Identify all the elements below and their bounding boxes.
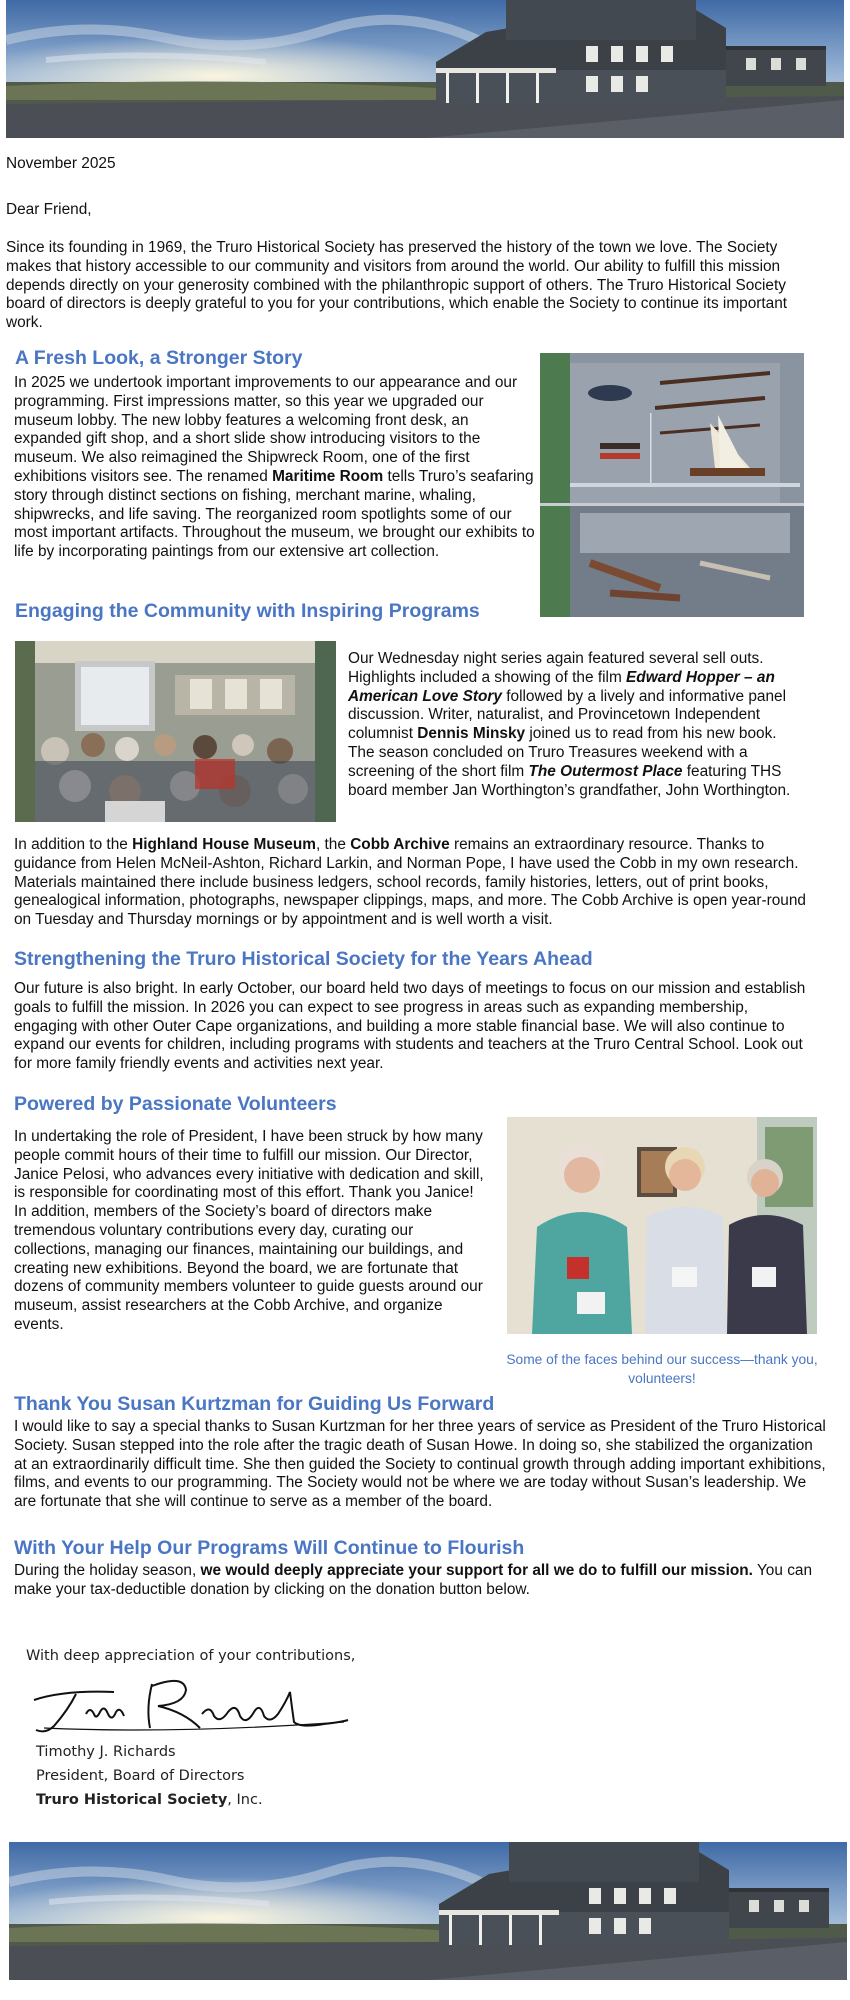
volunteers-photo-caption: Some of the faces behind our success—thank you, volunteers! xyxy=(506,1352,818,1386)
section-heading-help: With Your Help Our Programs Will Continue to Flourish xyxy=(14,1537,525,1559)
community-paragraph: Our Wednesday night series again featured several sell outs. Highlights included a showing of the film Edward Hopper – an American Love Story followed by a lively and informative panel discussion. Writer, naturalist, and Provincetown Independent columnist Dennis Minsky joined us to read from his new book. The season concluded on Truro Treasures weekend with a screening of the short film The Outermost Place featuring THS board member Jan Worthington’s grandfather, John Worthington. xyxy=(348,650,791,799)
letter-date: November 2025 xyxy=(6,155,116,172)
header-banner-photo xyxy=(6,0,844,138)
volunteers-photo xyxy=(507,1117,817,1334)
wednesday-night-audience-photo xyxy=(15,641,336,822)
signer-name: Timothy J. Richards xyxy=(36,1744,176,1760)
strengthening-paragraph: Our future is also bright. In early October, our board held two days of meetings to focus on our mission and establish goals to fulfill the mission. In 2026 you can expect to see progress in areas such as expanding membership, engaging with other Outer Cape organizations, and building a more stable financial base. We will also continue to expand our events for children, including programs with students and teachers at the Truro Central School. Look out for more family friendly events and activities next year. xyxy=(14,980,806,1073)
closing-line: With deep appreciation of your contributions, xyxy=(26,1648,356,1664)
maritime-room-exhibit-photo xyxy=(540,353,804,617)
help-paragraph: During the holiday season, we would deeply appreciate your support for all we do to fulfill our mission. You can make your tax-deductible donation by clicking on the donation button below. xyxy=(14,1562,813,1598)
section-heading-volunteers: Powered by Passionate Volunteers xyxy=(14,1093,337,1115)
fresh-look-paragraph: In 2025 we undertook important improvements to our appearance and our programming. First impressions matter, so this year we upgraded our museum lobby. The new lobby features a welcoming front desk, an expanded gift shop, and a short slide show introducing visitors to the museum. We also reimagined the Shipwreck Room, one of the first exhibitions visitors see. The renamed Maritime Room tells Truro’s seafaring story through distinct sections on fishing, merchant marine, whaling, shipwrecks, and life saving. The reorganized room spotlights some of our most important artifacts. Throughout the museum, we brought our exhibits to life by incorporating paintings from our extensive art collection. xyxy=(14,374,535,561)
thank-you-paragraph: I would like to say a special thanks to Susan Kurtzman for her three years of service as President of the Truro Historical Society. Susan stepped into the role after the tragic death of Susan Howe. In doing so, she stabilized the organization at an extraordinarily difficult time. She then guided the Society to continual growth through adding important exhibitions, films, and events to our programming. The Society would not be where we are today without Susan’s leadership. We are fortunate that she will continue to serve as a member of the board. xyxy=(14,1418,826,1511)
section-heading-fresh-look: A Fresh Look, a Stronger Story xyxy=(15,347,303,369)
section-heading-thank-you: Thank You Susan Kurtzman for Guiding Us Forward xyxy=(14,1393,495,1415)
signer-title: President, Board of Directors xyxy=(36,1768,245,1784)
volunteers-paragraph: In undertaking the role of President, I have been struck by how many people commit hours of their time to fulfill our mission. Our Director, Janice Pelosi, who advances every initiative with dedication and skill, is responsible for coordinating most of this effort. Thank you Janice! In addition, members of the Society’s board of directors make tremendous voluntary contributions every day, curating our collections, managing our finances, maintaining our buildings, and creating new exhibitions. Beyond the board, we are fortunate that dozens of community members volunteer to guide guests around our museum, assist researchers at the Cobb Archive, and organize events. xyxy=(14,1128,484,1333)
intro-paragraph: Since its founding in 1969, the Truro Historical Society has preserved the history of the town we love. The Society makes that history accessible to our community and visitors from around the world. Our ability to fulfill this mission depends directly on your generosity combined with the philanthropic support of others. The Truro Historical Society board of directors is deeply grateful to you for your contributions, which enable the Society to continue its important work. xyxy=(6,239,788,332)
section-heading-strengthening: Strengthening the Truro Historical Society for the Years Ahead xyxy=(14,948,593,970)
handwritten-signature xyxy=(24,1668,354,1736)
cobb-archive-paragraph: In addition to the Highland House Museum, the Cobb Archive remains an extraordinary resource. Thanks to guidance from Helen McNeil-Ashton, Richard Larkin, and Norman Pope, I have used the Cobb in my own research. Materials maintained there include business ledgers, school records, family histories, letters, out of print books, genealogical information, photographs, newspaper clippings, maps, and more. The Cobb Archive is open year-round on Tuesday and Thursday mornings or by appointment and is well worth a visit. xyxy=(14,836,806,929)
signer-organization: Truro Historical Society, Inc. xyxy=(36,1792,263,1808)
letter-greeting: Dear Friend, xyxy=(6,201,92,218)
footer-banner-photo xyxy=(9,1842,847,1980)
section-heading-community: Engaging the Community with Inspiring Programs xyxy=(15,600,480,622)
